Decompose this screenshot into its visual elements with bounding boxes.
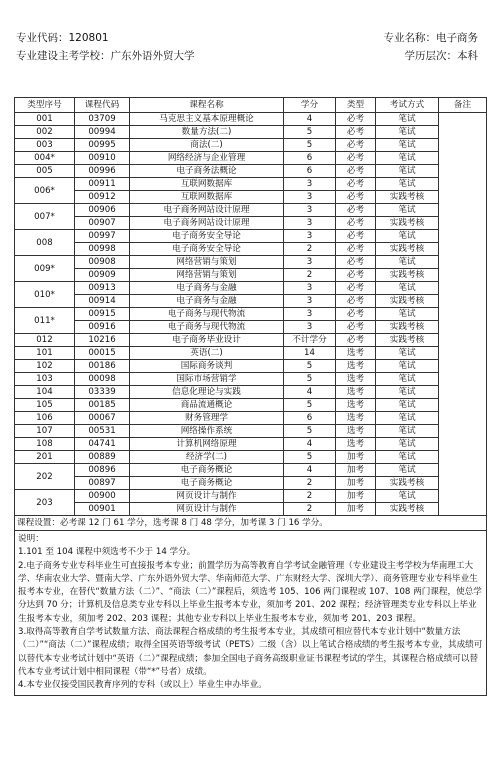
cell-code: 00909 bbox=[75, 269, 130, 282]
cell-name: 网络经济与企业管理 bbox=[130, 152, 284, 165]
cell-name: 英语(二) bbox=[130, 347, 284, 360]
cell-seq: 010* bbox=[15, 282, 75, 308]
cell-seq: 006* bbox=[15, 178, 75, 204]
cell-code: 00897 bbox=[75, 477, 130, 490]
cell-code: 00185 bbox=[75, 399, 130, 412]
column-header: 类型 bbox=[336, 98, 376, 113]
course-rows bbox=[15, 113, 487, 516]
cell-exam: 实践考核 bbox=[376, 269, 439, 282]
table-row bbox=[15, 438, 487, 451]
cell-credit: 5 bbox=[284, 139, 336, 152]
cell-exam: 笔试 bbox=[376, 256, 439, 269]
cell-credit: 3 bbox=[284, 308, 336, 321]
table-row bbox=[15, 269, 487, 282]
cell-seq: 108 bbox=[15, 438, 75, 451]
table-row bbox=[15, 165, 487, 178]
table-row bbox=[15, 204, 487, 217]
cell-seq: 101 bbox=[15, 347, 75, 360]
cell-credit: 4 bbox=[284, 113, 336, 126]
cell-name: 经济学(二) bbox=[130, 451, 284, 464]
cell-code: 00996 bbox=[75, 165, 130, 178]
cell-seq: 104 bbox=[15, 386, 75, 399]
cell-name: 电子商务与金融 bbox=[130, 282, 284, 295]
cell-code: 00901 bbox=[75, 503, 130, 516]
cell-exam: 笔试 bbox=[376, 438, 439, 451]
cell-seq: 105 bbox=[15, 399, 75, 412]
cell-seq: 102 bbox=[15, 360, 75, 373]
column-header: 考试方式 bbox=[376, 98, 439, 113]
cell-name: 国际市场营销学 bbox=[130, 373, 284, 386]
cell-exam: 笔试 bbox=[376, 165, 439, 178]
cell-name: 网络营销与策划 bbox=[130, 256, 284, 269]
cell-exam: 笔试 bbox=[376, 347, 439, 360]
cell-type: 必考 bbox=[336, 113, 376, 126]
cell-code: 00907 bbox=[75, 217, 130, 230]
cell-type: 加考 bbox=[336, 477, 376, 490]
cell-type: 必考 bbox=[336, 165, 376, 178]
cell-code: 10216 bbox=[75, 334, 130, 347]
cell-code: 00915 bbox=[75, 308, 130, 321]
cell-code: 03709 bbox=[75, 113, 130, 126]
cell-seq: 003 bbox=[15, 139, 75, 152]
cell-name: 马克思主义基本原理概论 bbox=[130, 113, 284, 126]
cell-type: 必考 bbox=[336, 321, 376, 334]
cell-name: 网络营销与策划 bbox=[130, 269, 284, 282]
cell-name: 互联网数据库 bbox=[130, 191, 284, 204]
cell-code: 00995 bbox=[75, 139, 130, 152]
cell-seq: 011* bbox=[15, 308, 75, 334]
cell-name: 网页设计与制作 bbox=[130, 490, 284, 503]
cell-type: 选考 bbox=[336, 438, 376, 451]
table-row bbox=[15, 360, 487, 373]
table-header-row bbox=[15, 98, 487, 113]
cell-code: 00914 bbox=[75, 295, 130, 308]
cell-name: 电子商务法概论 bbox=[130, 165, 284, 178]
cell-seq: 002 bbox=[15, 126, 75, 139]
cell-seq: 203 bbox=[15, 490, 75, 516]
cell-seq: 009* bbox=[15, 256, 75, 282]
cell-credit: 3 bbox=[284, 178, 336, 191]
cell-name: 电子商务网站设计原理 bbox=[130, 217, 284, 230]
cell-exam: 实践考核 bbox=[376, 321, 439, 334]
cell-exam: 笔试 bbox=[376, 282, 439, 295]
cell-type: 必考 bbox=[336, 204, 376, 217]
major-name: 专业名称：电子商务 bbox=[383, 32, 478, 44]
cell-exam: 笔试 bbox=[376, 360, 439, 373]
cell-type: 选考 bbox=[336, 347, 376, 360]
cell-code: 00531 bbox=[75, 425, 130, 438]
cell-code: 00186 bbox=[75, 360, 130, 373]
column-header: 类型序号 bbox=[15, 98, 75, 113]
cell-exam: 笔试 bbox=[376, 308, 439, 321]
cell-exam: 实践考核 bbox=[376, 477, 439, 490]
table-row bbox=[15, 412, 487, 425]
cell-exam: 笔试 bbox=[376, 464, 439, 477]
table-row bbox=[15, 308, 487, 321]
cell-credit: 6 bbox=[284, 152, 336, 165]
cell-code: 03339 bbox=[75, 386, 130, 399]
table-row bbox=[15, 178, 487, 191]
cell-code: 00906 bbox=[75, 204, 130, 217]
cell-credit: 6 bbox=[284, 412, 336, 425]
cell-credit: 5 bbox=[284, 126, 336, 139]
table-row bbox=[15, 451, 487, 464]
cell-name: 互联网数据库 bbox=[130, 178, 284, 191]
cell-type: 必考 bbox=[336, 139, 376, 152]
cell-type: 必考 bbox=[336, 256, 376, 269]
cell-credit: 3 bbox=[284, 204, 336, 217]
cell-type: 必考 bbox=[336, 230, 376, 243]
column-header: 课程名称 bbox=[130, 98, 284, 113]
table-row bbox=[15, 126, 487, 139]
cell-credit: 14 bbox=[284, 347, 336, 360]
cell-name: 网页设计与制作 bbox=[130, 503, 284, 516]
cell-code: 00015 bbox=[75, 347, 130, 360]
cell-type: 必考 bbox=[336, 178, 376, 191]
cell-exam: 笔试 bbox=[376, 399, 439, 412]
course-table bbox=[14, 97, 487, 696]
cell-exam: 笔试 bbox=[376, 126, 439, 139]
cell-seq: 107 bbox=[15, 425, 75, 438]
cell-name: 电子商务网站设计原理 bbox=[130, 204, 284, 217]
cell-credit: 5 bbox=[284, 399, 336, 412]
cell-type: 必考 bbox=[336, 152, 376, 165]
cell-type: 必考 bbox=[336, 308, 376, 321]
cell-exam: 笔试 bbox=[376, 113, 439, 126]
cell-remarks bbox=[439, 113, 487, 516]
cell-exam: 实践考核 bbox=[376, 217, 439, 230]
table-row bbox=[15, 243, 487, 256]
table-row bbox=[15, 191, 487, 204]
cell-code: 00067 bbox=[75, 412, 130, 425]
cell-exam: 实践考核 bbox=[376, 295, 439, 308]
table-row bbox=[15, 399, 487, 412]
cell-type: 必考 bbox=[336, 282, 376, 295]
cell-name: 电子商务安全导论 bbox=[130, 230, 284, 243]
table-row bbox=[15, 230, 487, 243]
table-row bbox=[15, 295, 487, 308]
table-row bbox=[15, 139, 487, 152]
host-school: 专业建设主考学校：广东外语外贸大学 bbox=[16, 50, 195, 62]
cell-code: 00912 bbox=[75, 191, 130, 204]
cell-exam: 笔试 bbox=[376, 412, 439, 425]
cell-exam: 实践考核 bbox=[376, 503, 439, 516]
cell-credit: 3 bbox=[284, 230, 336, 243]
cell-exam: 笔试 bbox=[376, 178, 439, 191]
table-row bbox=[15, 503, 487, 516]
cell-seq: 008 bbox=[15, 230, 75, 256]
cell-credit: 2 bbox=[284, 269, 336, 282]
cell-exam: 笔试 bbox=[376, 139, 439, 152]
cell-seq: 007* bbox=[15, 204, 75, 230]
table-row bbox=[15, 217, 487, 230]
cell-credit: 4 bbox=[284, 386, 336, 399]
table-row bbox=[15, 490, 487, 503]
table-row bbox=[15, 321, 487, 334]
cell-code: 00900 bbox=[75, 490, 130, 503]
major-code: 专业代码：120801 bbox=[16, 32, 109, 44]
cell-type: 必考 bbox=[336, 191, 376, 204]
cell-name: 数量方法(二) bbox=[130, 126, 284, 139]
cell-type: 必考 bbox=[336, 295, 376, 308]
cell-credit: 4 bbox=[284, 464, 336, 477]
table-row bbox=[15, 347, 487, 360]
cell-credit: 3 bbox=[284, 217, 336, 230]
cell-name: 国际商务谈判 bbox=[130, 360, 284, 373]
notes-row bbox=[15, 531, 487, 696]
cell-seq: 201 bbox=[15, 451, 75, 464]
cell-credit: 不计学分 bbox=[284, 334, 336, 347]
cell-code: 00908 bbox=[75, 256, 130, 269]
cell-name: 电子商务安全导论 bbox=[130, 243, 284, 256]
education-level: 学历层次：本科 bbox=[404, 50, 478, 62]
cell-type: 必考 bbox=[336, 269, 376, 282]
cell-name: 计算机网络原理 bbox=[130, 438, 284, 451]
cell-name: 商法(二) bbox=[130, 139, 284, 152]
cell-credit: 2 bbox=[284, 503, 336, 516]
credit-summary: 课程设置：必考课 12 门 61 学分，选考课 8 门 48 学分，加考课 3 门 16 学分。 bbox=[15, 516, 487, 531]
cell-type: 必考 bbox=[336, 243, 376, 256]
table-row bbox=[15, 152, 487, 165]
cell-credit: 3 bbox=[284, 321, 336, 334]
note-item: 1.101 至 104 课程中须选考不少于 14 学分。 bbox=[18, 547, 196, 558]
cell-code: 00889 bbox=[75, 451, 130, 464]
cell-credit: 3 bbox=[284, 282, 336, 295]
cell-exam: 笔试 bbox=[376, 373, 439, 386]
cell-code: 00098 bbox=[75, 373, 130, 386]
summary-row bbox=[15, 516, 487, 531]
cell-type: 选考 bbox=[336, 412, 376, 425]
cell-code: 00994 bbox=[75, 126, 130, 139]
cell-credit: 5 bbox=[284, 451, 336, 464]
column-header: 课程代码 bbox=[75, 98, 130, 113]
cell-type: 加考 bbox=[336, 464, 376, 477]
cell-credit: 2 bbox=[284, 490, 336, 503]
cell-code: 00913 bbox=[75, 282, 130, 295]
column-header: 备注 bbox=[439, 98, 487, 113]
cell-code: 00997 bbox=[75, 230, 130, 243]
cell-name: 电子商务毕业设计 bbox=[130, 334, 284, 347]
cell-name: 电子商务与现代物流 bbox=[130, 321, 284, 334]
cell-type: 必考 bbox=[336, 126, 376, 139]
cell-exam: 笔试 bbox=[376, 204, 439, 217]
cell-code: 00896 bbox=[75, 464, 130, 477]
cell-name: 网络操作系统 bbox=[130, 425, 284, 438]
table-row bbox=[15, 386, 487, 399]
cell-code: 00998 bbox=[75, 243, 130, 256]
cell-code: 00916 bbox=[75, 321, 130, 334]
cell-code: 00911 bbox=[75, 178, 130, 191]
cell-type: 加考 bbox=[336, 503, 376, 516]
cell-type: 选考 bbox=[336, 360, 376, 373]
note-item: 2.电子商务专业专科毕业生可直接报考本专业；前置学历为高等教育自学考试金融管理（专业建设主考学校为华南理工大学、华南农业大学、暨南大学、广东外语外贸大学、华南师范大学、广东财经大学、深圳大学）、商务管理专业专科毕业生报考本专业，在替代“数量方法（二）”、“商法（二）”课程后，须选考 105、106 两门课程或 107、108 两门课程，使总学分达到 70 分；计算机及信息类专业专科以上毕业生报考本专业，须加考 201、202 课程；经济管理类专业专科以上毕业生报考本专业，须加考 202、203 课程；其他专业专科以上毕业生报考本专业，须加考 201、203 课程。 bbox=[18, 560, 482, 624]
cell-name: 电子商务概论 bbox=[130, 464, 284, 477]
cell-credit: 2 bbox=[284, 477, 336, 490]
table-row bbox=[15, 373, 487, 386]
cell-seq: 001 bbox=[15, 113, 75, 126]
cell-seq: 103 bbox=[15, 373, 75, 386]
cell-credit: 3 bbox=[284, 191, 336, 204]
cell-name: 电子商务与现代物流 bbox=[130, 308, 284, 321]
table-row bbox=[15, 113, 487, 126]
cell-exam: 笔试 bbox=[376, 230, 439, 243]
cell-seq: 106 bbox=[15, 412, 75, 425]
table-row bbox=[15, 282, 487, 295]
table-row bbox=[15, 464, 487, 477]
cell-exam: 笔试 bbox=[376, 386, 439, 399]
cell-type: 选考 bbox=[336, 386, 376, 399]
cell-credit: 5 bbox=[284, 373, 336, 386]
cell-seq: 004* bbox=[15, 152, 75, 165]
cell-type: 必考 bbox=[336, 217, 376, 230]
cell-exam: 实践考核 bbox=[376, 243, 439, 256]
notes-title: 说明： bbox=[18, 534, 44, 544]
cell-type: 必考 bbox=[336, 334, 376, 347]
table-row bbox=[15, 334, 487, 347]
cell-type: 选考 bbox=[336, 399, 376, 412]
table-row bbox=[15, 425, 487, 438]
cell-exam: 笔试 bbox=[376, 451, 439, 464]
cell-name: 信息化理论与实践 bbox=[130, 386, 284, 399]
cell-type: 加考 bbox=[336, 451, 376, 464]
cell-credit: 5 bbox=[284, 425, 336, 438]
notes-block bbox=[15, 531, 487, 696]
cell-exam: 实践考核 bbox=[376, 334, 439, 347]
cell-seq: 005 bbox=[15, 165, 75, 178]
table-row bbox=[15, 256, 487, 269]
cell-name: 电子商务概论 bbox=[130, 477, 284, 490]
cell-type: 选考 bbox=[336, 425, 376, 438]
cell-exam: 笔试 bbox=[376, 425, 439, 438]
cell-credit: 3 bbox=[284, 295, 336, 308]
note-item: 3.取得高等教育自学考试数量方法、商法课程合格成绩的考生报考本专业，其成绩可相应替代本专业计划中“数量方法（二）”“商法（二）”课程成绩；取得全国英语等级考试（PETS）二级（含）以上笔试合格成绩的考生报考本专业，其成绩可以替代本专业考试计划中“英语（二）”课程成绩；参加全国电子商务高级职业证书课程考试的学生，其课程合格成绩可以替代本专业考试计划中相同课程（带“*”号者）成绩。 bbox=[18, 627, 483, 677]
cell-name: 财务管理学 bbox=[130, 412, 284, 425]
note-item: 4.本专业仅接受国民教育序列的专科（或以上）毕业生申办毕业。 bbox=[18, 680, 267, 691]
cell-name: 电子商务与金融 bbox=[130, 295, 284, 308]
cell-exam: 笔试 bbox=[376, 490, 439, 503]
cell-code: 04741 bbox=[75, 438, 130, 451]
cell-type: 选考 bbox=[336, 373, 376, 386]
column-header: 学分 bbox=[284, 98, 336, 113]
cell-code: 00910 bbox=[75, 152, 130, 165]
cell-exam: 笔试 bbox=[376, 152, 439, 165]
table-row bbox=[15, 477, 487, 490]
cell-seq: 012 bbox=[15, 334, 75, 347]
cell-credit: 2 bbox=[284, 243, 336, 256]
cell-credit: 6 bbox=[284, 165, 336, 178]
cell-credit: 4 bbox=[284, 438, 336, 451]
cell-seq: 202 bbox=[15, 464, 75, 490]
cell-credit: 3 bbox=[284, 256, 336, 269]
cell-name: 商品流通概论 bbox=[130, 399, 284, 412]
cell-exam: 实践考核 bbox=[376, 191, 439, 204]
cell-credit: 5 bbox=[284, 360, 336, 373]
cell-type: 加考 bbox=[336, 490, 376, 503]
